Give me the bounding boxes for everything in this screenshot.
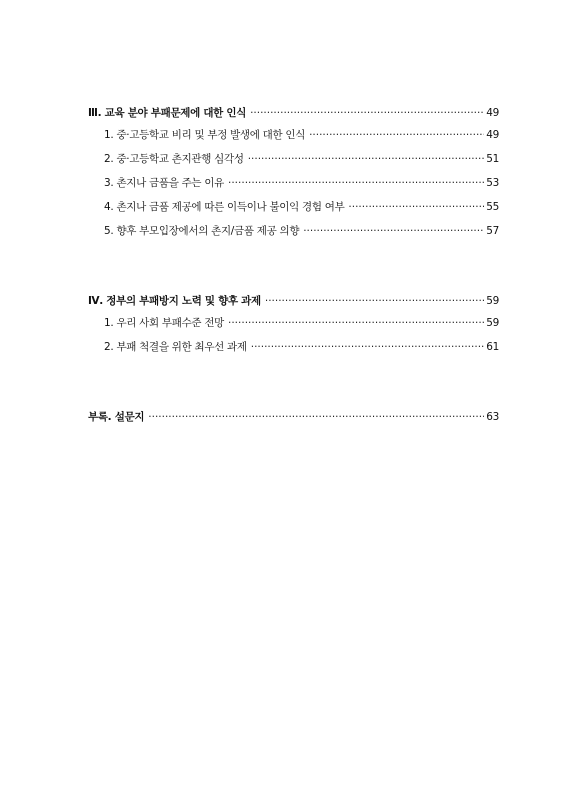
toc-item[interactable] (88, 340, 499, 354)
toc-page-number: 51 (486, 153, 499, 165)
toc-page-number: 49 (486, 129, 499, 141)
dot-leader (228, 176, 484, 190)
toc-page-number: 53 (486, 177, 499, 189)
toc-item-title: 1. 중·고등학교 비리 및 부정 발생에 대한 인식 (104, 129, 306, 141)
toc-section-title: Ⅲ. 교육 분야 부패문제에 대한 인식 (88, 107, 247, 119)
toc-item[interactable] (88, 200, 499, 214)
dot-leader (251, 340, 485, 354)
toc-section-3[interactable] (88, 106, 499, 120)
toc-item[interactable] (88, 176, 499, 190)
toc-page-number: 59 (486, 295, 499, 307)
toc-section-title: Ⅳ. 정부의 부패방지 노력 및 향후 과제 (88, 295, 261, 307)
dot-leader (250, 106, 484, 120)
dot-leader (348, 200, 484, 214)
toc-item[interactable] (88, 316, 499, 330)
dot-leader (303, 224, 484, 238)
dot-leader (265, 294, 484, 308)
toc-item-title: 3. 촌지나 금품을 주는 이유 (104, 177, 224, 189)
toc-item-title: 2. 중·고등학교 촌지관행 심각성 (104, 153, 244, 165)
toc-item-title: 2. 부패 척결을 위한 최우선 과제 (104, 341, 247, 353)
toc-appendix[interactable] (88, 410, 499, 424)
toc-item-title: 5. 향후 부모입장에서의 촌지/금품 제공 의향 (104, 225, 300, 237)
toc-section-title: 부록. 설문지 (88, 411, 145, 423)
toc-item[interactable] (88, 152, 499, 166)
toc-page-number: 63 (486, 411, 499, 423)
dot-leader (148, 410, 484, 424)
toc-item[interactable] (88, 128, 499, 142)
toc-item-title: 4. 촌지나 금품 제공에 따른 이득이나 불이익 경험 여부 (104, 201, 345, 213)
toc-page-number: 61 (486, 341, 499, 353)
toc-page-number: 55 (486, 201, 499, 213)
dot-leader (248, 152, 485, 166)
dot-leader (309, 128, 484, 142)
toc-item[interactable] (88, 224, 499, 238)
toc-section-4[interactable] (88, 294, 499, 308)
toc-page-number: 57 (486, 225, 499, 237)
toc-page-number: 59 (486, 317, 499, 329)
dot-leader (228, 316, 484, 330)
toc-item-title: 1. 우리 사회 부패수준 전망 (104, 317, 224, 329)
toc-page-number: 49 (486, 107, 499, 119)
